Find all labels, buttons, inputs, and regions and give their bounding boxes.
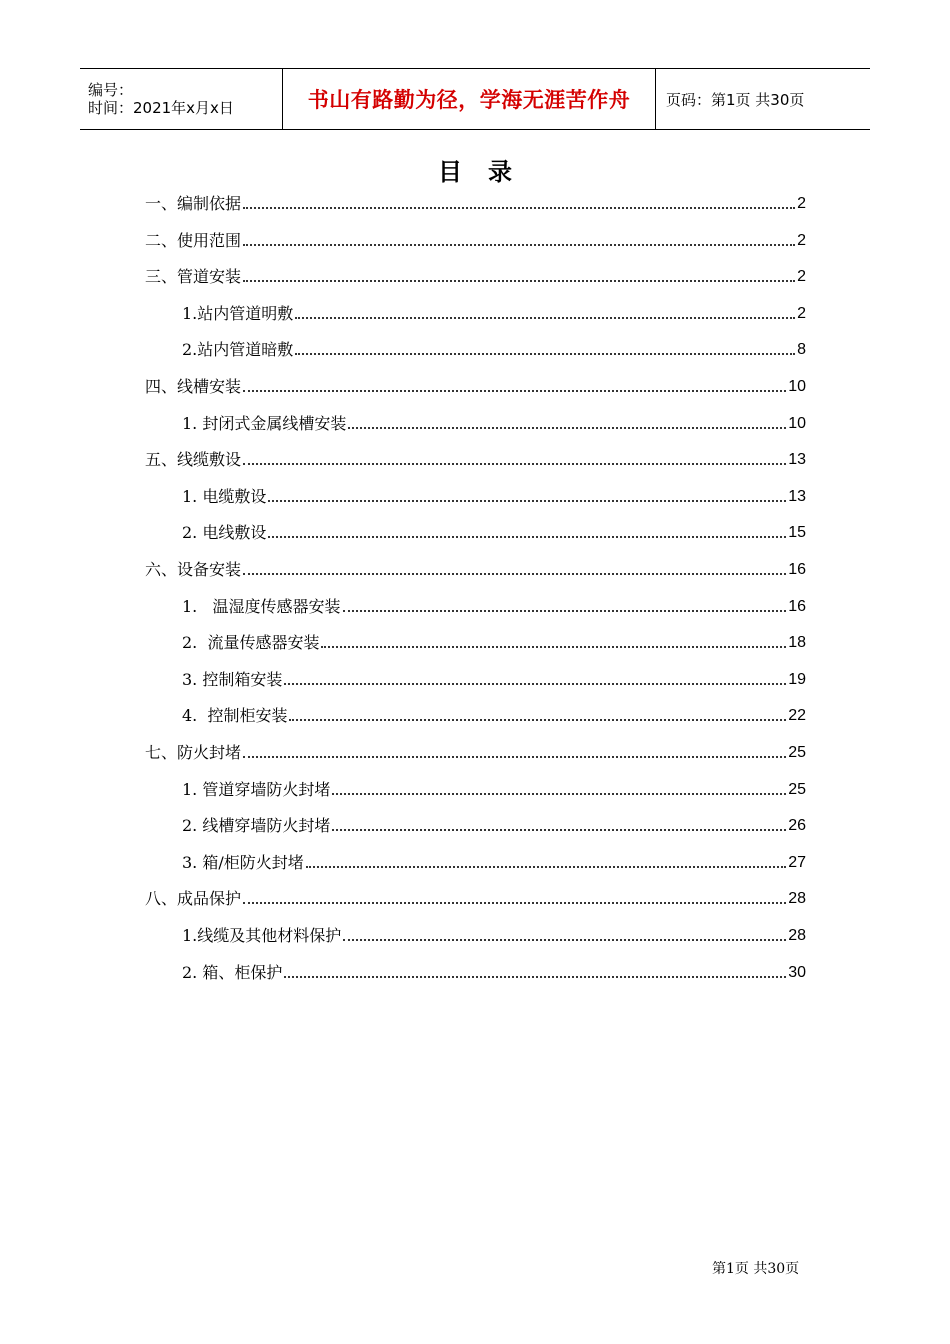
toc-entry-page: 2 xyxy=(797,304,806,322)
toc-leader-dots xyxy=(295,317,795,319)
toc-leader-dots xyxy=(243,902,786,904)
toc-leader-dots xyxy=(243,390,786,392)
toc-entry-label: 2. 箱、柜保护 xyxy=(182,962,283,982)
toc-leader-dots xyxy=(284,976,786,978)
toc-entry[interactable] xyxy=(182,849,806,873)
toc-entry-page: 28 xyxy=(788,927,806,944)
toc-entry-page: 2 xyxy=(797,195,806,212)
toc-entry-page: 22 xyxy=(788,707,806,725)
toc-entry[interactable] xyxy=(145,885,806,909)
toc-entry-page: 16 xyxy=(788,561,806,578)
toc-leader-dots xyxy=(306,866,786,868)
toc-leader-dots xyxy=(243,244,795,246)
toc-entry-page: 30 xyxy=(788,963,806,981)
toc-entry-label: 1.站内管道明敷 xyxy=(182,303,294,323)
toc-entry[interactable] xyxy=(182,483,806,507)
page-footer: 第1页 共30页 xyxy=(712,1261,800,1277)
header-info xyxy=(80,69,282,129)
toc-entry-label: 2.站内管道暗敷 xyxy=(182,340,294,360)
toc-title: 目录 xyxy=(438,157,538,186)
toc-leader-dots xyxy=(343,939,786,941)
toc-entry-label: 3. 箱/柜防火封堵 xyxy=(182,852,304,872)
document-time-label: 时间：2021年x月x日 xyxy=(88,99,234,117)
header-page-number: 页码：第1页 共30页 xyxy=(666,90,805,109)
toc-entry-label: 五、线缆敷设 xyxy=(145,450,242,470)
toc-entry[interactable] xyxy=(182,702,806,726)
toc-entry-page: 19 xyxy=(788,670,806,688)
toc-entry-page: 8 xyxy=(797,341,806,359)
toc-leader-dots xyxy=(321,646,786,648)
toc-entry-label: 1. 温湿度传感器安装 xyxy=(182,596,341,616)
toc-entry[interactable] xyxy=(182,519,806,543)
toc-entry[interactable] xyxy=(145,446,806,470)
toc-entry-label: 1.线缆及其他材料保护 xyxy=(182,926,342,945)
toc-entry-label: 八、成品保护 xyxy=(145,889,242,909)
toc-entry[interactable] xyxy=(182,410,806,434)
toc-leader-dots xyxy=(268,536,786,538)
toc-leader-dots xyxy=(289,719,786,721)
toc-entry-label: 3. 控制箱安装 xyxy=(182,669,283,689)
toc-entry[interactable] xyxy=(182,922,806,946)
toc-entry[interactable] xyxy=(145,373,806,397)
toc-entry-label: 2. 流量传感器安装 xyxy=(182,633,320,653)
toc-entry-page: 2 xyxy=(797,231,806,249)
toc-entry-label: 六、设备安装 xyxy=(145,560,242,579)
toc-entry[interactable] xyxy=(145,263,806,287)
toc-entry[interactable] xyxy=(182,336,806,360)
toc-entry[interactable] xyxy=(182,812,806,836)
toc-leader-dots xyxy=(243,207,795,209)
toc-entry-label: 七、防火封堵 xyxy=(145,743,242,762)
page-header xyxy=(80,68,870,130)
toc-entry-page: 10 xyxy=(788,378,806,395)
toc-entry[interactable] xyxy=(145,190,806,214)
toc-entry-page: 18 xyxy=(788,634,806,652)
toc-entry-page: 13 xyxy=(788,487,806,505)
toc-leader-dots xyxy=(243,756,786,758)
toc-entry-label: 2. 线槽穿墙防火封堵 xyxy=(182,816,331,836)
toc-entry-label: 2. 电线敷设 xyxy=(182,523,267,543)
toc-entry[interactable] xyxy=(182,300,806,324)
toc-entry[interactable] xyxy=(182,593,806,617)
toc-entry-label: 4. 控制柜安装 xyxy=(182,706,288,726)
toc-leader-dots xyxy=(348,427,786,429)
toc-entry-page: 25 xyxy=(788,780,806,798)
toc-entry-label: 1. 电缆敷设 xyxy=(182,486,267,506)
toc-leader-dots xyxy=(332,829,786,831)
toc-entry-page: 15 xyxy=(788,524,806,542)
toc-entry-page: 25 xyxy=(788,744,806,761)
toc-leader-dots xyxy=(295,353,795,355)
toc-entry-label: 1. 管道穿墙防火封堵 xyxy=(182,779,331,799)
toc-entry-page: 16 xyxy=(788,597,806,615)
toc-entry[interactable] xyxy=(145,739,806,763)
toc-entry-page: 2 xyxy=(797,268,806,286)
document-number-label: 编号： xyxy=(88,81,134,99)
toc-leader-dots xyxy=(243,463,786,465)
toc-entry-label: 一、编制依据 xyxy=(145,194,242,213)
toc-entry[interactable] xyxy=(145,227,806,251)
toc-entry-label: 1. 封闭式金属线槽安装 xyxy=(182,413,347,433)
toc-leader-dots xyxy=(243,573,786,575)
header-motto: 书山有路勤为径，学海无涯苦作舟 xyxy=(282,69,656,129)
toc-leader-dots xyxy=(343,610,787,612)
toc-entry-page: 26 xyxy=(788,817,806,835)
toc-entry[interactable] xyxy=(182,666,806,690)
toc-entry-page: 27 xyxy=(788,853,806,871)
toc-entry-label: 三、管道安装 xyxy=(145,267,242,287)
toc-leader-dots xyxy=(332,793,786,795)
toc-entry[interactable] xyxy=(182,776,806,800)
toc-entry[interactable] xyxy=(145,556,806,580)
toc-entry-page: 28 xyxy=(788,890,806,908)
toc-leader-dots xyxy=(268,500,786,502)
toc-entry[interactable] xyxy=(182,629,806,653)
toc-leader-dots xyxy=(243,280,795,282)
toc-entry-page: 13 xyxy=(788,451,806,469)
toc-leader-dots xyxy=(284,683,786,685)
toc-entry-label: 二、使用范围 xyxy=(145,230,242,250)
toc-entry-page: 10 xyxy=(788,414,806,432)
toc-entry-label: 四、线槽安装 xyxy=(145,377,242,396)
toc-entry[interactable] xyxy=(182,959,806,983)
